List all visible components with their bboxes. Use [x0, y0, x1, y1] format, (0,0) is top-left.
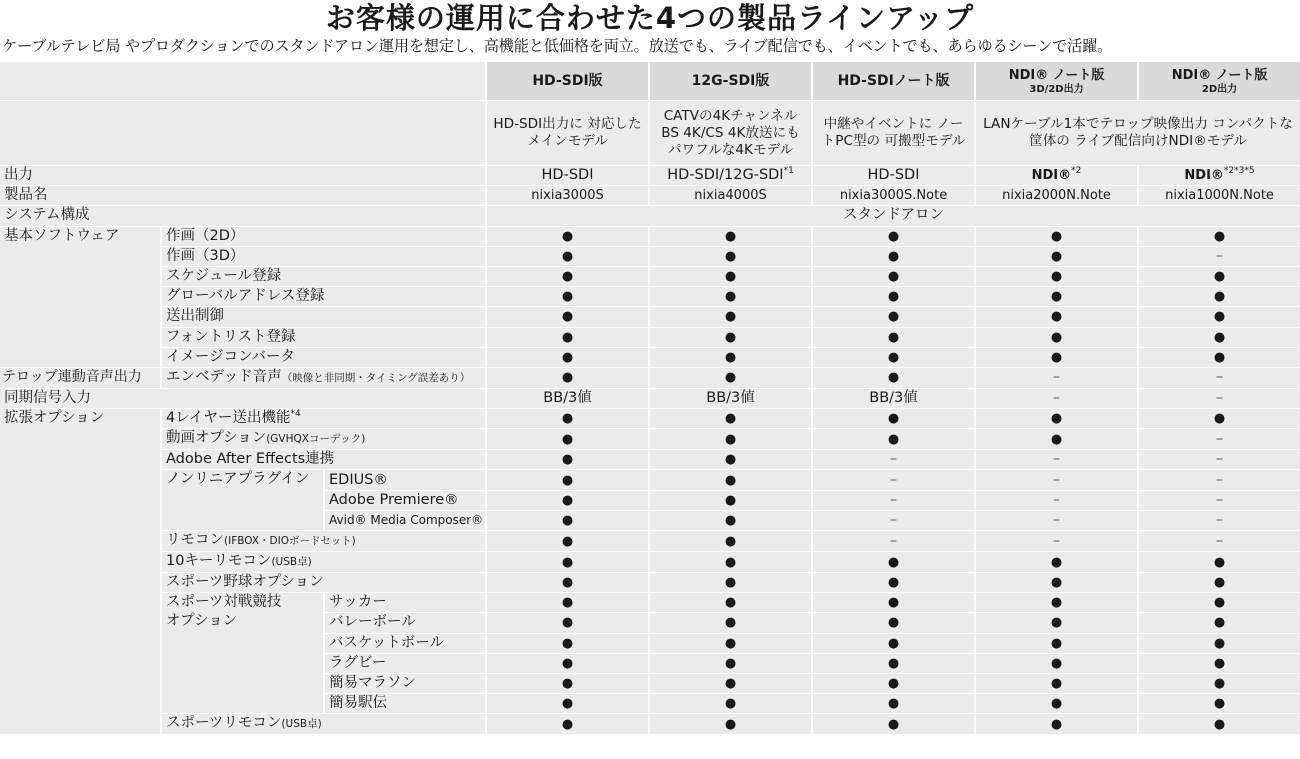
cell: ● — [1139, 573, 1300, 592]
cell: ● — [976, 409, 1137, 428]
cell: nixia3000S.Note — [813, 186, 974, 205]
row-label: 同期信号入力 — [0, 389, 485, 408]
cell: HD-SDI/12G-SDI$^{*1}$ — [650, 166, 811, 185]
row-item-label: Avid® Media Composer® — [325, 511, 485, 530]
cell: ● — [487, 634, 648, 653]
table-row — [0, 328, 1300, 347]
row-label: 拡張オプション — [0, 409, 160, 734]
cell: ● — [976, 287, 1137, 306]
cell: ● — [650, 409, 811, 428]
cell: ● — [976, 429, 1137, 449]
cell: ● — [650, 573, 811, 592]
cell: ● — [487, 613, 648, 632]
product-lineup-table — [0, 61, 1300, 735]
cell: ● — [487, 287, 648, 306]
cell: ● — [976, 634, 1137, 653]
cell: ● — [650, 694, 811, 713]
table-row — [0, 429, 1300, 449]
cell: ● — [650, 552, 811, 572]
cell: ● — [487, 674, 648, 693]
cell: ● — [813, 694, 974, 713]
cell: – — [976, 470, 1137, 489]
cell: – — [1139, 511, 1300, 530]
row-sublabel: 動画オプション(GVHQXコーデック) — [162, 429, 485, 449]
cell: ● — [650, 511, 811, 530]
table-row — [0, 409, 1300, 428]
table-row — [0, 714, 1300, 734]
cell: nixia1000N.Note — [1139, 186, 1300, 205]
row-sublabel: イメージコンバータ — [162, 348, 485, 367]
cell: ● — [487, 429, 648, 449]
cell: – — [976, 450, 1137, 469]
cell: ● — [650, 348, 811, 367]
row-sublabel: スケジュール登録 — [162, 267, 485, 286]
table-row — [0, 552, 1300, 572]
cell: ● — [487, 552, 648, 572]
cell: nixia2000N.Note — [976, 186, 1137, 205]
cell: ● — [650, 368, 811, 388]
column-description: HD-SDI出力に 対応した メインモデル — [487, 101, 648, 165]
cell: ● — [650, 714, 811, 734]
row-item-label: バレーボール — [325, 613, 485, 632]
cell: ● — [813, 429, 974, 449]
row-sublabel: グローバルアドレス登録 — [162, 287, 485, 306]
row-label: 製品名 — [0, 186, 485, 205]
extension-options-group — [0, 409, 1300, 734]
row-sublabel: 10キーリモコン(USB卓) — [162, 552, 485, 572]
cell: ● — [813, 674, 974, 693]
cell: ● — [1139, 287, 1300, 306]
column-header: HD-SDI版 — [487, 62, 648, 100]
row-sublabel: 作画（3D） — [162, 247, 485, 266]
cell: – — [976, 491, 1137, 510]
cell: ● — [487, 267, 648, 286]
cell: ● — [487, 593, 648, 612]
cell: ● — [650, 227, 811, 246]
row-item-label: バスケットボール — [325, 634, 485, 653]
table-row — [0, 573, 1300, 592]
cell: nixia4000S — [650, 186, 811, 205]
cell: – — [813, 531, 974, 551]
cell: ● — [487, 307, 648, 326]
cell: ● — [976, 593, 1137, 612]
cell: – — [976, 368, 1137, 388]
cell: – — [813, 470, 974, 489]
cell: ● — [976, 552, 1137, 572]
column-description: CATVの4Kチャンネル BS 4K/CS 4K放送にも パワフルな4Kモデル — [650, 101, 811, 165]
cell: ● — [976, 307, 1137, 326]
table-row — [0, 450, 1300, 469]
cell: ● — [976, 694, 1137, 713]
table-row — [0, 287, 1300, 306]
cell: ● — [813, 634, 974, 653]
table-row — [0, 247, 1300, 266]
row-sublabel: 4レイヤー送出機能$^{*4}$ — [162, 409, 485, 428]
column-header: NDI® ノート版 2D出力 — [1139, 62, 1300, 100]
cell: ● — [650, 491, 811, 510]
description-corner — [0, 101, 485, 165]
table-row — [0, 348, 1300, 367]
description-row — [0, 101, 1300, 165]
row-sublabel: スポーツ対戦競技 オプション — [162, 593, 323, 713]
row-item-label: ラグビー — [325, 654, 485, 673]
row-sublabel: スポーツリモコン(USB卓) — [162, 714, 485, 734]
table-row — [0, 227, 1300, 246]
cell: ● — [487, 531, 648, 551]
cell: ● — [976, 654, 1137, 673]
cell: BB/3値 — [813, 389, 974, 408]
cell: ● — [1139, 307, 1300, 326]
row-item-label: Adobe Premiere® — [325, 491, 485, 510]
column-description: LANケーブル1本でテロップ映像出力 コンパクトな筐体の ライブ配信向けNDI®モデル — [976, 101, 1300, 165]
cell: ● — [976, 328, 1137, 347]
cell: NDI®$^{*2*3*5}$ — [1139, 166, 1300, 185]
cell: ● — [650, 613, 811, 632]
cell: ● — [813, 552, 974, 572]
cell: ● — [487, 368, 648, 388]
table-row — [0, 186, 1300, 205]
cell: ● — [650, 593, 811, 612]
cell: – — [813, 491, 974, 510]
cell: ● — [1139, 552, 1300, 572]
column-header: NDI® ノート版 3D/2D出力 — [976, 62, 1137, 100]
cell: ● — [650, 328, 811, 347]
cell: BB/3値 — [650, 389, 811, 408]
cell: ● — [813, 368, 974, 388]
cell: – — [1139, 429, 1300, 449]
cell: ● — [1139, 593, 1300, 612]
cell: ● — [1139, 654, 1300, 673]
cell: – — [1139, 247, 1300, 266]
cell: – — [1139, 491, 1300, 510]
cell: ● — [487, 654, 648, 673]
cell: ● — [487, 247, 648, 266]
cell: ● — [1139, 674, 1300, 693]
row-sublabel: リモコン(IFBOX・DIOボードセット) — [162, 531, 485, 551]
cell: ● — [650, 267, 811, 286]
cell: ● — [487, 450, 648, 469]
table-row — [0, 267, 1300, 286]
cell: ● — [813, 227, 974, 246]
cell: – — [976, 389, 1137, 408]
cell: – — [1139, 531, 1300, 551]
cell: ● — [487, 328, 648, 347]
header-row — [0, 62, 1300, 100]
cell: ● — [813, 613, 974, 632]
row-label: システム構成 — [0, 206, 485, 225]
cell: ● — [813, 573, 974, 592]
cell: ● — [487, 491, 648, 510]
row-sublabel: ノンリニアプラグイン — [162, 470, 323, 530]
cell: ● — [1139, 694, 1300, 713]
cell: HD-SDI — [813, 166, 974, 185]
cell: ● — [650, 307, 811, 326]
table-row — [0, 389, 1300, 408]
cell: – — [976, 531, 1137, 551]
cell: ● — [976, 267, 1137, 286]
cell: ● — [650, 634, 811, 653]
cell: HD-SDI — [487, 166, 648, 185]
row-sublabel: スポーツ野球オプション — [162, 573, 485, 592]
cell: ● — [813, 714, 974, 734]
cell: ● — [487, 511, 648, 530]
cell: ● — [487, 573, 648, 592]
cell: ● — [976, 714, 1137, 734]
cell: ● — [813, 247, 974, 266]
row-label: テロップ連動音声出力 — [0, 368, 160, 388]
cell: スタンドアロン — [487, 206, 1300, 225]
table-row — [0, 593, 1300, 612]
cell: ● — [1139, 613, 1300, 632]
cell: ● — [650, 654, 811, 673]
cell: ● — [487, 348, 648, 367]
cell: ● — [650, 247, 811, 266]
cell: nixia3000S — [487, 186, 648, 205]
cell: ● — [650, 429, 811, 449]
cell: – — [1139, 470, 1300, 489]
row-sublabel: エンベデッド音声（映像と非同期・タイミング誤差あり） — [162, 368, 485, 388]
cell: ● — [1139, 348, 1300, 367]
row-item-label: 簡易駅伝 — [325, 694, 485, 713]
row-label: 出力 — [0, 166, 485, 185]
cell: ● — [1139, 634, 1300, 653]
cell: ● — [650, 450, 811, 469]
row-item-label: 簡易マラソン — [325, 674, 485, 693]
cell: – — [813, 450, 974, 469]
cell: ● — [487, 470, 648, 489]
cell: ● — [813, 409, 974, 428]
cell: – — [813, 511, 974, 530]
table-row — [0, 307, 1300, 326]
row-label: 基本ソフトウェア — [0, 227, 160, 367]
cell: ● — [813, 328, 974, 347]
cell: ● — [1139, 227, 1300, 246]
cell: ● — [976, 573, 1137, 592]
cell: ● — [487, 694, 648, 713]
cell: – — [1139, 368, 1300, 388]
cell: ● — [976, 613, 1137, 632]
cell: ● — [650, 470, 811, 489]
cell: ● — [813, 654, 974, 673]
cell: ● — [813, 307, 974, 326]
row-item-label: サッカー — [325, 593, 485, 612]
page-title: お客様の運用に合わせた4つの製品ラインアップ — [325, 1, 975, 35]
cell: ● — [813, 287, 974, 306]
table-row — [0, 206, 1300, 225]
cell: ● — [976, 227, 1137, 246]
cell: ● — [650, 674, 811, 693]
cell: ● — [976, 674, 1137, 693]
cell: ● — [1139, 267, 1300, 286]
page-subtitle: ケーブルテレビ局 やプロダクションでのスタンドアロン運用を想定し、高機能と低価格を両立。放送でも、ライブ配信でも、イベントでも、あらゆるシーンで活躍。 — [2, 37, 1113, 55]
cell: ● — [976, 348, 1137, 367]
cell: NDI®$^{*2}$ — [976, 166, 1137, 185]
cell: – — [1139, 450, 1300, 469]
table-row — [0, 470, 1300, 489]
cell: ● — [1139, 328, 1300, 347]
cell: ● — [1139, 409, 1300, 428]
cell: ● — [813, 593, 974, 612]
cell: ● — [487, 227, 648, 246]
table-row — [0, 368, 1300, 388]
cell: ● — [487, 409, 648, 428]
cell: ● — [650, 287, 811, 306]
table-row — [0, 166, 1300, 185]
cell: – — [976, 511, 1137, 530]
cell: – — [1139, 389, 1300, 408]
cell: ● — [976, 247, 1137, 266]
row-sublabel: 作画（2D） — [162, 227, 485, 246]
cell: ● — [650, 531, 811, 551]
basic-software-group — [0, 227, 1300, 367]
row-sublabel: 送出制御 — [162, 307, 485, 326]
column-description: 中継やイベントに ノートPC型の 可搬型モデル — [813, 101, 974, 165]
cell: ● — [813, 348, 974, 367]
row-item-label: EDIUS® — [325, 470, 485, 489]
row-sublabel: フォントリスト登録 — [162, 328, 485, 347]
cell: ● — [487, 714, 648, 734]
header-corner — [0, 62, 485, 100]
column-header: HD-SDIノート版 — [813, 62, 974, 100]
row-sublabel: Adobe After Effects連携 — [162, 450, 485, 469]
column-header: 12G-SDI版 — [650, 62, 811, 100]
cell: BB/3値 — [487, 389, 648, 408]
cell: ● — [1139, 714, 1300, 734]
cell: ● — [813, 267, 974, 286]
table-row — [0, 531, 1300, 551]
